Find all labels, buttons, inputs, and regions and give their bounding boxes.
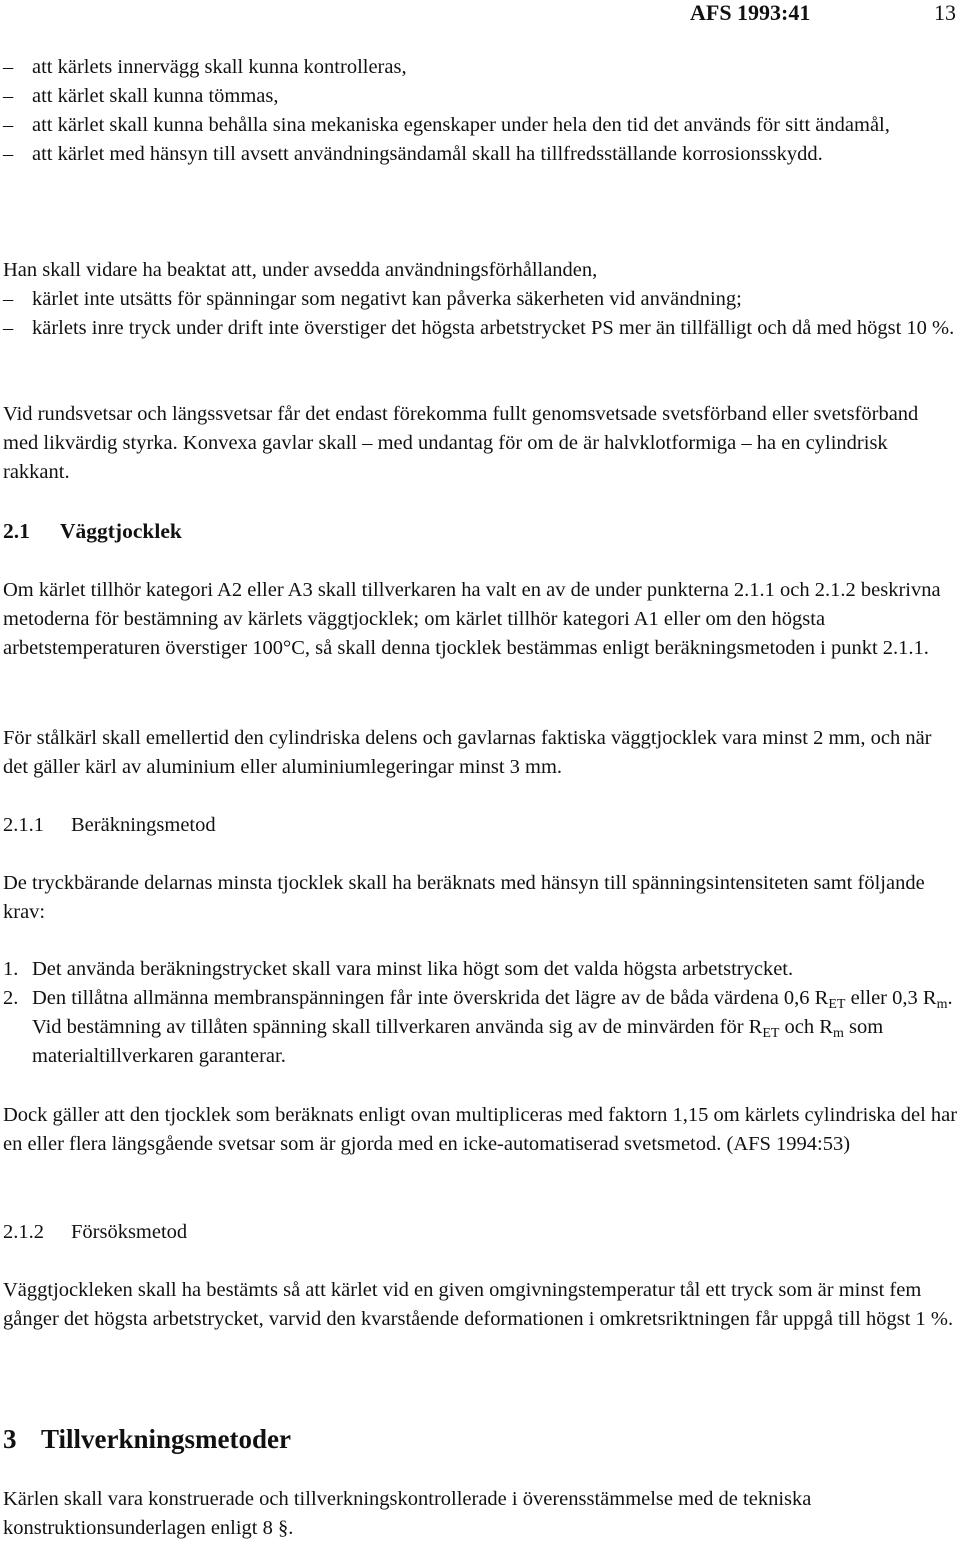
- list-item: – kärlet inte utsätts för spänningar som negativt kan påverka säkerheten vid användning;: [3, 285, 958, 314]
- page-number: 13: [934, 0, 956, 25]
- subscript: ET: [828, 997, 846, 1012]
- list-item: – att kärlet skall kunna tömmas,: [3, 82, 958, 111]
- list-item: – att kärlets innervägg skall kunna kontrolleras,: [3, 53, 958, 82]
- section-heading-2-1-1: [3, 811, 958, 840]
- section-number: 2.1.1: [3, 814, 44, 836]
- paragraph-text: Han skall vidare ha beaktat att, under avsedda användningsförhållanden,: [3, 259, 598, 281]
- list-item: [3, 955, 958, 984]
- paragraph-vid: [3, 400, 958, 487]
- paragraph-karlen: [3, 1485, 958, 1543]
- list-item-text: Den tillåtna allmänna membranspänningen får inte överskrida det lägre av de båda värdena 0,6 $R_{ET}$ eller 0,3 $R_m$. Vid bestämning av tillåten spänning skall tillverkaren använda sig av de minvärden för $R_{ET}$ och $R_m$ som materialtillverkaren garanterar.: [32, 987, 953, 1067]
- numbered-list: [3, 955, 958, 1071]
- list-item: – kärlets inre tryck under drift inte överstiger det högsta arbetstrycket PS mer än tillfälligt och då med högst 10 %.: [3, 314, 958, 343]
- subscript: m: [936, 997, 948, 1012]
- list-item-number: 1.: [3, 958, 19, 980]
- paragraph-han: [3, 256, 958, 343]
- list-item-number: 2.: [3, 987, 19, 1009]
- paragraph-text: Vid rundsvetsar och längssvetsar får det endast förekomma fullt genomsvetsade svetsförband eller svetsförband med likvärdig styrka. Konvexa gavlar skall – med undantag för om de är halvklotformiga – ha en cylindrisk rakkant.: [3, 403, 919, 483]
- paragraph-for: [3, 724, 958, 782]
- document-code: AFS 1993:41: [690, 0, 811, 25]
- subscript: ET: [762, 1026, 780, 1041]
- requirements-list: [3, 53, 958, 169]
- section-heading-2-1-2: [3, 1218, 958, 1247]
- paragraph-de: [3, 869, 958, 927]
- subscript: m: [832, 1026, 844, 1041]
- list-item: [3, 984, 958, 1071]
- section-title: Beräkningsmetod: [71, 814, 216, 836]
- section-title: Tillverkningsmetoder: [41, 1424, 292, 1454]
- paragraph-text: För stålkärl skall emellertid den cylindriska delens och gavlarnas faktiska väggtjocklek vara minst 2 mm, och när det gäller kärl av aluminium eller aluminiumlegeringar minst 3 mm.: [3, 727, 932, 778]
- paragraph-text: Väggtjockleken skall ha bestämts så att kärlet vid en given omgivningstemperatur tål ett tryck som är minst fem gånger det högsta arbetstrycket, varvid den kvarstående deformationen i omkretsriktningen får uppgå till högst 1 %.: [3, 1279, 954, 1330]
- list-item: – att kärlet med hänsyn till avsett användningsändamål skall ha tillfredsställande korrosionsskydd.: [3, 140, 958, 169]
- paragraph-text: Om kärlet tillhör kategori A2 eller A3 skall tillverkaren ha valt en av de under punkterna 2.1.1 och 2.1.2 beskrivna metoderna för bestämning av kärlets väggtjocklek; om kärlet tillhör kategori A1 eller om den högsta arbetstemperaturen överstiger 100°C, så skall denna tjocklek bestämmas enligt beräkningsmetoden i punkt 2.1.1.: [3, 579, 941, 659]
- paragraph-om: [3, 576, 958, 663]
- section-heading-2-1: [3, 517, 958, 546]
- section-title: Försöksmetod: [71, 1221, 188, 1243]
- paragraph-vagg: [3, 1276, 958, 1334]
- section-number: 3: [3, 1424, 17, 1454]
- paragraph-dock: [3, 1101, 958, 1159]
- section-title: Väggtjocklek: [60, 519, 182, 543]
- section-number: 2.1.2: [3, 1221, 44, 1243]
- section-heading-3: [3, 1423, 958, 1455]
- list-item-text: Det använda beräkningstrycket skall vara minst lika högt som det valda högsta arbetstrycket.: [32, 958, 794, 980]
- paragraph-text: De tryckbärande delarnas minsta tjocklek skall ha beräknats med hänsyn till spänningsintensiteten samt följande krav:: [3, 872, 925, 923]
- paragraph-text: Kärlen skall vara konstruerade och tillverkningskontrollerade i överensstämmelse med de tekniska konstruktionsunderlagen enligt 8 §.: [3, 1488, 812, 1539]
- paragraph-text: Dock gäller att den tjocklek som beräknats enligt ovan multipliceras med faktorn 1,15 om kärlets cylindriska del har en eller flera längsgående svetsar som är gjorda med en icke-automatiserad svetsmetod. (AFS 1994:53): [3, 1104, 958, 1155]
- list-item: – att kärlet skall kunna behålla sina mekaniska egenskaper under hela den tid det används för sitt ändamål,: [3, 111, 958, 140]
- section-number: 2.1: [3, 519, 30, 543]
